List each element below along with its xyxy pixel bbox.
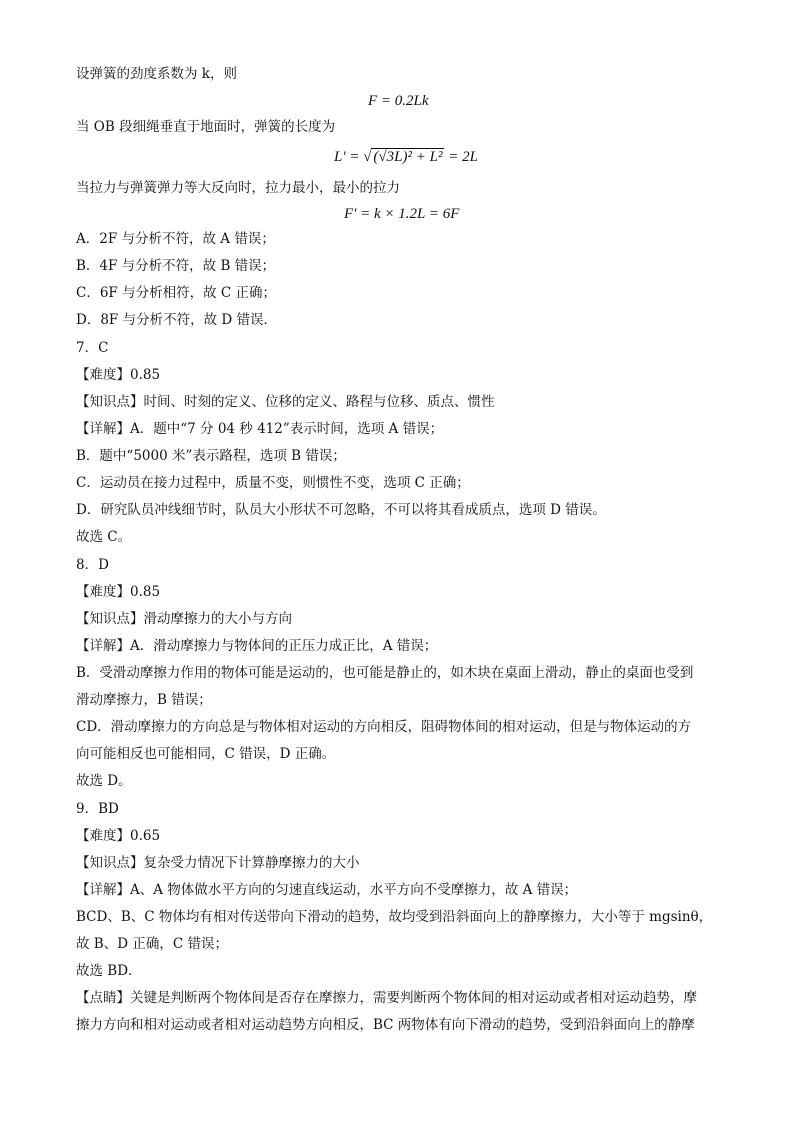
q9-title: 9．BD [76, 801, 119, 817]
formula-spring-force: F = 0.2Lk [368, 93, 429, 109]
q9-option-bcd-line2: 故 B、D 正确，C 错误； [76, 936, 228, 952]
q7-detail-a: 【详解】A．题中“7 分 04 秒 412”表示时间，选项 A 错误； [76, 421, 444, 437]
q7-option-d: D．研究队员冲线细节时，队员大小形状不可忽略，不可以将其看成质点，选项 D 错误。 [76, 502, 606, 518]
q9-detail-a: 【详解】A、A 物体做水平方向的匀速直线运动，水平方向不受摩擦力，故 A 错误； [76, 882, 578, 898]
q8-option-b-line2: 滑动摩擦力，B 错误； [76, 692, 212, 708]
q7-answer: 故选 C。 [76, 529, 132, 545]
q6-option-d: D．8F 与分析不符，故 D 错误． [76, 312, 277, 328]
q7-option-c: C．运动员在接力过程中，质量不变，则惯性不变，选项 C 正确； [76, 475, 470, 491]
formula-2-lhs: L' = [334, 149, 364, 165]
ob-line-text: 当 OB 段细绳垂直于地面时，弹簧的长度为 [76, 119, 336, 135]
q7-knowledge: 【知识点】时间、时刻的定义、位移的定义、路程与位移、质点、惯性 [76, 394, 495, 410]
q7-difficulty: 【难度】0.85 [76, 367, 161, 383]
q7-title: 7．C [76, 340, 109, 356]
sqrt-sign: √ [363, 149, 372, 165]
q8-detail-a: 【详解】A．滑动摩擦力与物体间的正压力成正比，A 错误； [76, 638, 438, 654]
q8-knowledge: 【知识点】滑动摩擦力的大小与方向 [76, 611, 292, 627]
formula-spring-length [334, 147, 478, 167]
q9-difficulty: 【难度】0.65 [76, 828, 161, 844]
q8-answer: 故选 D。 [76, 773, 132, 789]
q9-tip-line2: 擦力方向和相对运动或者相对运动趋势方向相反，BC 两物体有向下滑动的趋势，受到沿斜面向上的静摩 [76, 1017, 695, 1033]
formula-2-rhs: = 2L [444, 149, 478, 165]
q8-option-cd-line1: CD．滑动摩擦力的方向总是与物体相对运动的方向相反，阻碍物体间的相对运动，但是与物体运动的方 [76, 719, 692, 735]
q7-option-b: B．题中“5000 米”表示路程，选项 B 错误； [76, 448, 346, 464]
q8-difficulty: 【难度】0.85 [76, 584, 161, 600]
q9-tip-line1: 【点睛】关键是判断两个物体间是否存在摩擦力，需要判断两个物体间的相对运动或者相对运动趋势，摩 [76, 990, 697, 1006]
formula-min-force: F' = k × 1.2L = 6F [344, 206, 460, 222]
q8-option-b-line1: B．受滑动摩擦力作用的物体可能是运动的，也可能是静止的，如木块在桌面上滑动，静止的桌面也受到 [76, 665, 694, 681]
q8-title: 8．D [76, 557, 109, 573]
q6-option-c: C．6F 与分析相符，故 C 正确； [76, 285, 276, 301]
spring-intro: 设弹簧的劲度系数为 k，则 [76, 66, 237, 82]
q9-option-bcd-line1: BCD、B、C 物体均有相对传送带向下滑动的趋势，故均受到沿斜面向上的静摩擦力，大小等于 mgsinθ， [76, 909, 713, 925]
q9-answer: 故选 BD． [76, 963, 142, 979]
q6-option-b: B．4F 与分析不符，故 B 错误； [76, 258, 276, 274]
q9-knowledge: 【知识点】复杂受力情况下计算静摩擦力的大小 [76, 855, 360, 871]
formula-2-radicand: (√3L)² + L² [373, 149, 443, 165]
q6-option-a: A．2F 与分析不符，故 A 错误； [76, 231, 275, 247]
min-force-text: 当拉力与弹簧弹力等大反向时，拉力最小，最小的拉力 [76, 180, 400, 196]
q8-option-cd-line2: 向可能相反也可能相同，C 错误，D 正确。 [76, 746, 336, 762]
